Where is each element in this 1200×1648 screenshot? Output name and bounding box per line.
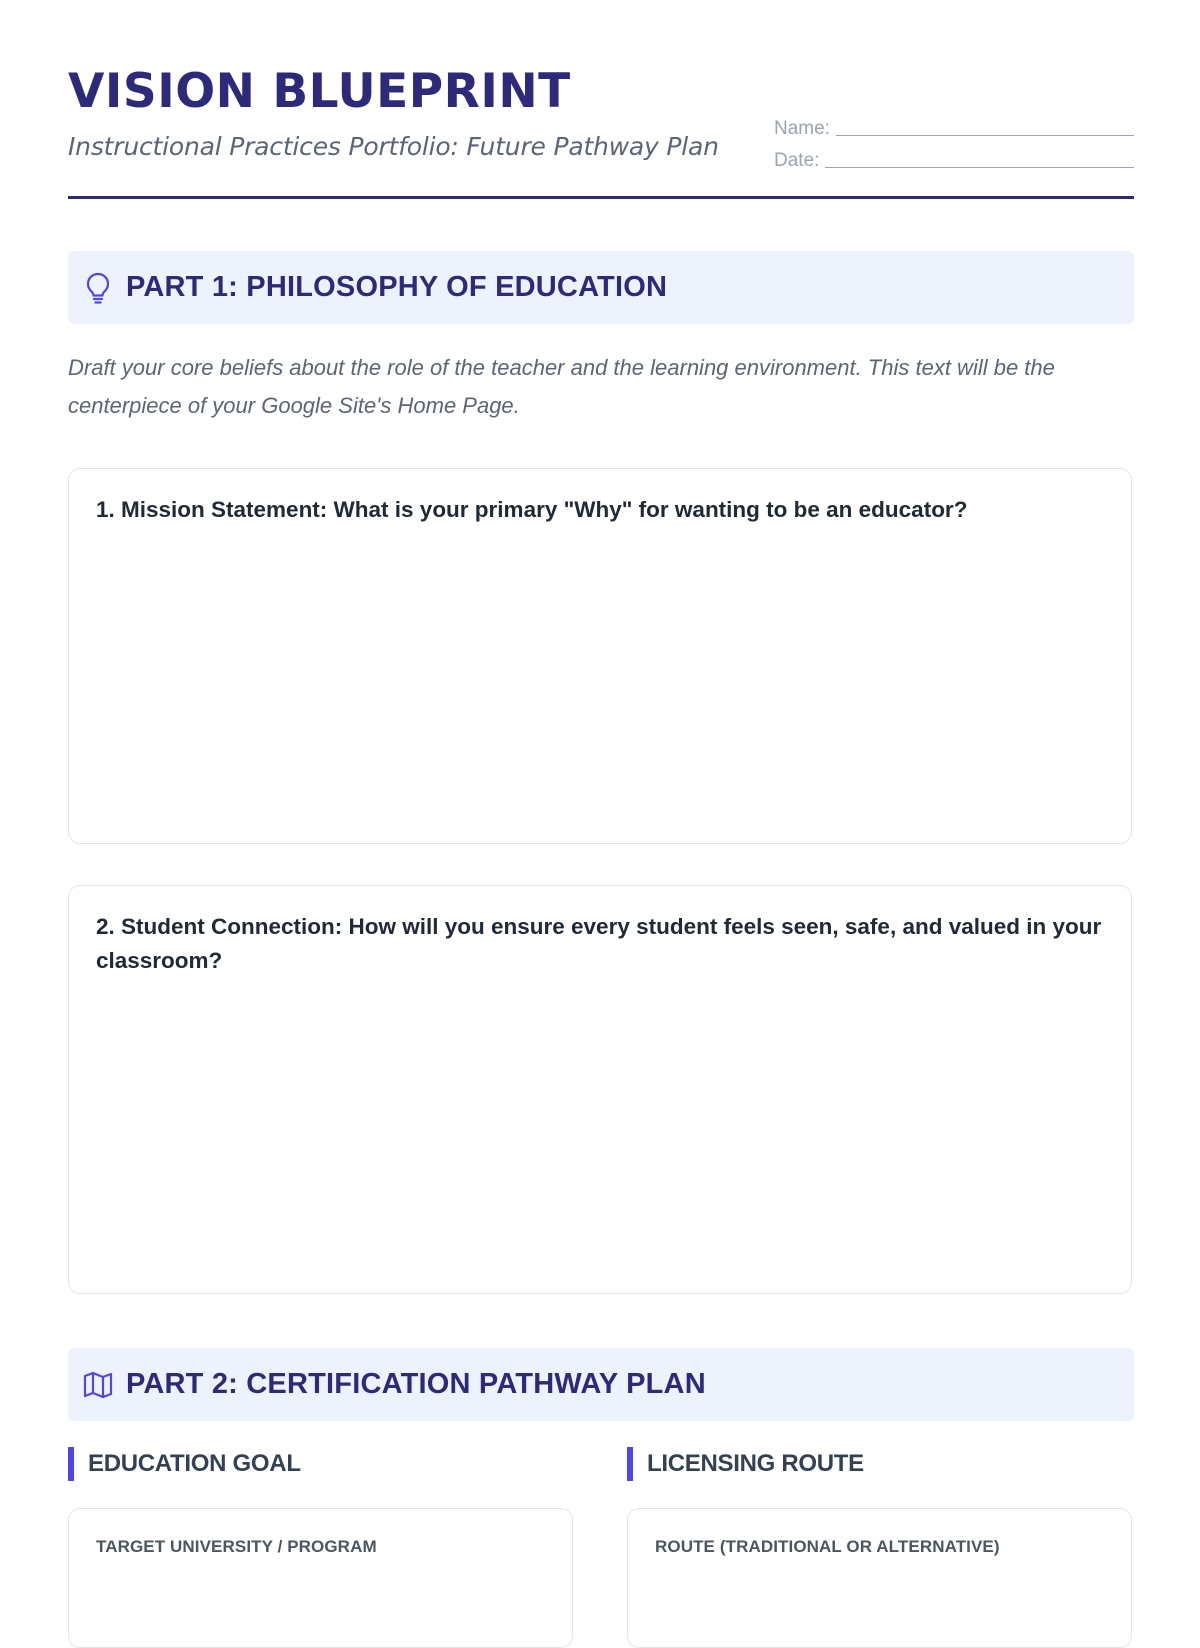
worksheet-page [68, 0, 1134, 1600]
page-title: VISION BLUEPRINT [68, 64, 571, 119]
heading-accent-bar [68, 1447, 74, 1481]
page-subtitle: Instructional Practices Portfolio: Future Pathway Plan [68, 132, 719, 161]
route-box[interactable] [627, 1508, 1132, 1648]
map-icon [80, 1367, 116, 1403]
section-instructions: Draft your core beliefs about the role of the teacher and the learning environment. This text will be the centerpiece of your Google Site's Home Page. [68, 355, 1055, 418]
mission-statement-box[interactable] [68, 468, 1132, 844]
name-label: Name: [774, 118, 830, 139]
student-connection-box[interactable] [68, 885, 1132, 1294]
name-date-fields [774, 108, 1134, 172]
column-heading: LICENSING ROUTE [647, 1450, 864, 1477]
question-prompt: 1. Mission Statement: What is your primary "Why" for wanting to be an educator? [96, 497, 968, 522]
section-title: PART 2: CERTIFICATION PATHWAY PLAN [126, 1368, 706, 1400]
header [68, 62, 1134, 199]
target-university-box[interactable] [68, 1508, 573, 1648]
heading-accent-bar [627, 1447, 633, 1481]
name-field[interactable] [836, 115, 1134, 136]
name-row [774, 108, 1134, 140]
field-label: TARGET UNIVERSITY / PROGRAM [96, 1537, 377, 1556]
education-goal-heading [68, 1447, 301, 1481]
section-part-1 [68, 251, 1134, 324]
lightbulb-icon [80, 270, 116, 306]
field-label: ROUTE (TRADITIONAL OR ALTERNATIVE) [655, 1537, 1000, 1556]
date-field[interactable] [825, 147, 1134, 168]
date-row [774, 140, 1134, 172]
section-part-2 [68, 1348, 1134, 1421]
question-prompt: 2. Student Connection: How will you ensure every student feels seen, safe, and valued in your classroom? [96, 914, 1102, 973]
licensing-route-heading [627, 1447, 864, 1481]
section-title: PART 1: PHILOSOPHY OF EDUCATION [126, 271, 668, 303]
date-label: Date: [774, 150, 820, 171]
column-heading: EDUCATION GOAL [88, 1450, 301, 1477]
